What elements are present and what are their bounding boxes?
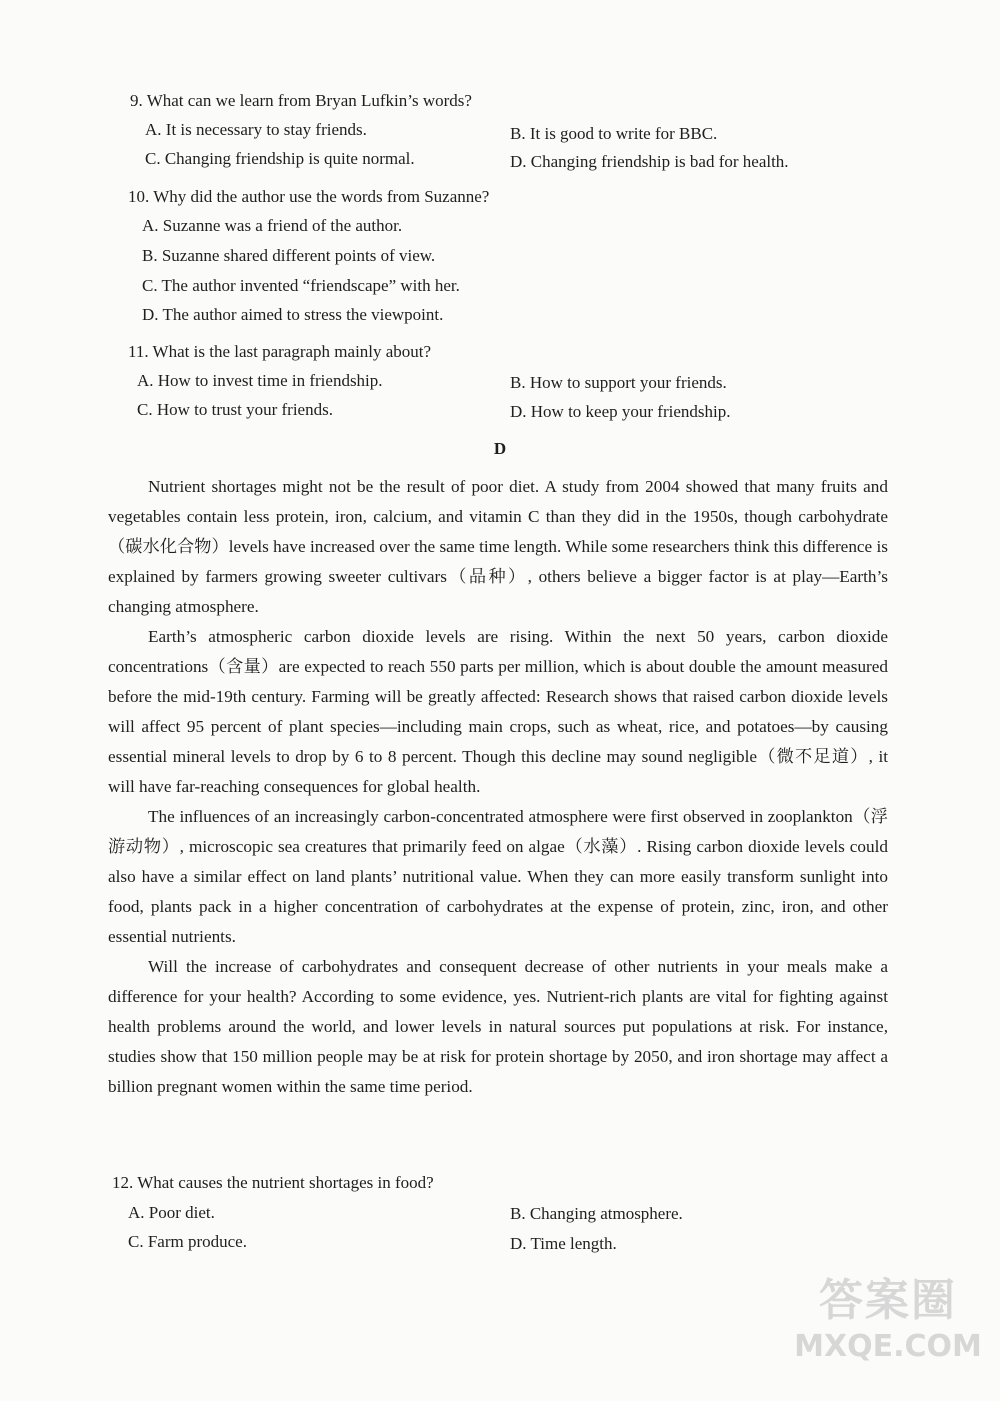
question-10-option-a: A. Suzanne was a friend of the author. — [142, 216, 403, 235]
passage-paragraph-1: Nutrient shortages might not be the result of poor diet. A study from 2004 showed that many fruits and vegetables contain less protein, iron, calcium, and vitamin C than they did in the 1950s, though carbohydrate（碳水化合物）levels have increased over the same time length. While some researchers think this difference is explained by farmers growing sweeter cultivars（品种）, others believe a bigger factor is at play—Earth’s changing atmosphere. — [108, 477, 888, 616]
watermark-logo — [788, 1273, 988, 1383]
question-10-option-d: D. The author aimed to stress the viewpoint. — [142, 305, 444, 324]
question-10-option-b: B. Suzanne shared different points of view. — [142, 246, 436, 265]
question-11-option-b: B. How to support your friends. — [510, 373, 727, 392]
watermark-domain: MXQE.COM — [794, 1329, 982, 1364]
question-11-option-c: C. How to trust your friends. — [137, 400, 333, 419]
question-9-option-b: B. It is good to write for BBC. — [510, 124, 718, 143]
question-10-option-c: C. The author invented “friendscape” with her. — [142, 276, 460, 295]
section-d-passage — [108, 472, 888, 1102]
passage-paragraph-2: Earth’s atmospheric carbon dioxide levels are rising. Within the next 50 years, carbon dioxide concentrations（含量）are expected to reach 550 parts per million, which is about double the amount measured before the mid-19th century. Farming will be greatly affected: Research shows that raised carbon dioxide levels will affect 95 percent of plant species—including main crops, such as wheat, rice, and potatoes—by causing essential mineral levels to drop by 6 to 8 percent. Though this decline may sound negligible（微不足道）, it will have far-reaching consequences for global health. — [108, 627, 888, 796]
watermark-glyphs: 答案圈 — [819, 1275, 957, 1326]
passage-paragraph-4: Will the increase of carbohydrates and consequent decrease of other nutrients in your meals make a difference for your health? According to some evidence, yes. Nutrient-rich plants are vital for fighting against health problems around the world, and lower levels in natural sources put populations at risk. For instance, studies show that 150 million people may be at risk for protein shortage by 2050, and iron shortage may affect a billion pregnant women within the same time period. — [108, 957, 888, 1096]
question-12-stem: 12. What causes the nutrient shortages in food? — [112, 1173, 434, 1192]
question-12-option-d: D. Time length. — [510, 1234, 617, 1253]
question-11-option-d: D. How to keep your friendship. — [510, 402, 731, 421]
question-11-option-a: A. How to invest time in friendship. — [137, 371, 383, 390]
passage-paragraph-3: The influences of an increasingly carbon-concentrated atmosphere were first observed in zooplankton（浮游动物）, microscopic sea creatures that primarily feed on algae（水藻）. Rising carbon dioxide levels could also have a similar effect on land plants’ nutritional value. When they can more easily transform sunlight into food, plants pack in a higher concentration of carbohydrates at the expense of protein, zinc, iron, and other essential nutrients. — [108, 807, 888, 946]
question-9-stem: 9. What can we learn from Bryan Lufkin’s words? — [130, 91, 472, 110]
question-9-option-c: C. Changing friendship is quite normal. — [145, 149, 415, 168]
question-12-option-b: B. Changing atmosphere. — [510, 1204, 683, 1223]
question-12-option-c: C. Farm produce. — [128, 1232, 247, 1251]
question-10-stem: 10. Why did the author use the words from Suzanne? — [128, 187, 490, 206]
question-11-stem: 11. What is the last paragraph mainly about? — [128, 342, 432, 361]
question-9-option-a: A. It is necessary to stay friends. — [145, 120, 367, 139]
question-12-option-a: A. Poor diet. — [128, 1203, 215, 1222]
section-d-title: D — [493, 439, 507, 458]
question-9-option-d: D. Changing friendship is bad for health. — [510, 152, 789, 171]
